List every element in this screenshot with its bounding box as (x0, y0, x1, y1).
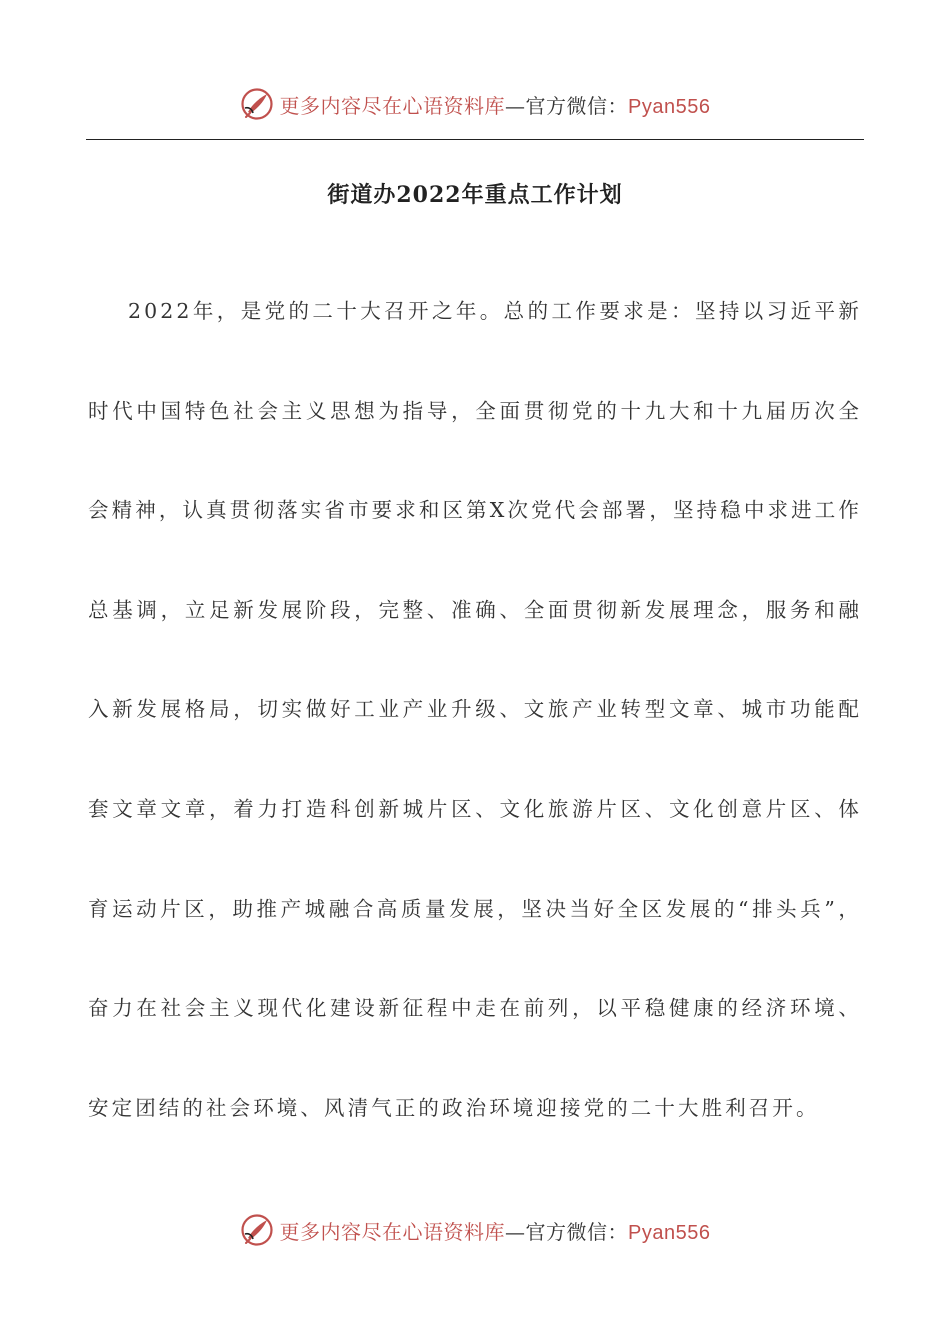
header-divider (86, 139, 864, 140)
header-wechat-id: Pyan556 (628, 95, 711, 118)
footer-brand-text: 更多内容尽在心语资料库 (279, 1219, 506, 1244)
footer-banner (0, 1212, 950, 1248)
pen-nib-logo-icon (240, 1213, 274, 1247)
body-paragraph: 2022年，是党的二十大召开之年。总的工作要求是：坚持以习近平新时代中国特色社会主义思想为指导，全面贯彻党的十九大和十九届历次全会精神，认真贯彻落实省市要求和区第X次党代会部署，坚持稳中求进工作总基调，立足新发展阶段，完整、准确、全面贯彻新发展理念，服务和融入新发展格局，切实做好工业产业升级、文旅产业转型文章、城市功能配套文章文章，着力打造科创新城片区、文化旅游片区、文化创意片区、体育运动片区，助推产城融合高质量发展，坚决当好全区发展的“排头兵”，奋力在社会主义现代化建设新征程中走在前列，以平稳健康的经济环境、安定团结的社会环境、风清气正的政治环境迎接党的二十大胜利召开。 (88, 299, 862, 1120)
header-contact-label: 官方微信： (525, 93, 629, 118)
header-separator: — (505, 93, 526, 118)
document-title: 街道办2022年重点工作计划 (327, 182, 623, 208)
header-banner-text (280, 90, 711, 119)
header-brand-text: 更多内容尽在心语资料库 (279, 93, 506, 118)
footer-separator: — (505, 1219, 526, 1244)
footer-wechat-id: Pyan556 (628, 1221, 711, 1244)
footer-banner-text (280, 1216, 711, 1245)
pen-nib-logo-icon (240, 87, 274, 121)
footer-contact-label: 官方微信： (525, 1219, 629, 1244)
header-banner (0, 86, 950, 122)
